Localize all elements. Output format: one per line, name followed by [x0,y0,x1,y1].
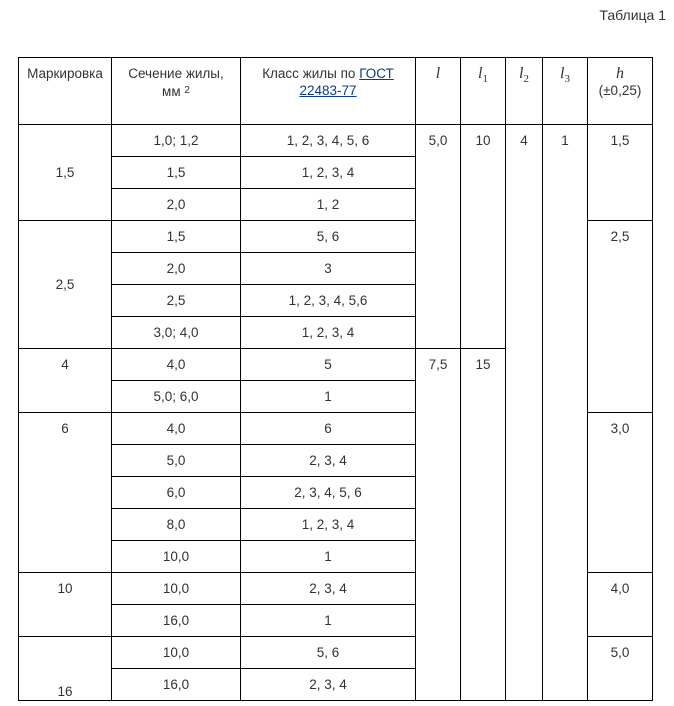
class-cell: 1, 2, 3, 4 [241,157,416,189]
l1-cell: 15 [461,349,506,701]
class-cell: 1, 2, 3, 4 [241,317,416,349]
section-cell: 10,0 [112,637,241,669]
section-cell: 10,0 [112,541,241,573]
dimensions-table [18,57,653,701]
class-cell: 5, 6 [241,637,416,669]
header-l1-sub: 1 [482,73,488,86]
section-cell: 1,5 [112,221,241,253]
h-cell: 2,5 [588,221,653,413]
class-cell: 5, 6 [241,221,416,253]
table-row [19,125,653,157]
marking-cell: 6 [19,413,112,573]
section-cell: 2,0 [112,189,241,221]
table-caption: Таблица 1 [599,7,666,23]
header-l1-symbol: l [478,65,483,82]
section-cell: 3,0; 4,0 [112,317,241,349]
l-cell: 7,5 [416,349,461,701]
gost-link[interactable]: ГОСТ 22483-77 [299,66,394,98]
class-cell: 2, 3, 4, 5, 6 [241,477,416,509]
h-cell: 4,0 [588,573,653,637]
section-cell: 6,0 [112,477,241,509]
header-class [241,58,416,125]
class-cell: 1, 2, 3, 4, 5, 6 [241,125,416,157]
section-cell: 5,0; 6,0 [112,381,241,413]
class-cell: 2, 3, 4 [241,445,416,477]
header-l2-sub: 2 [523,73,529,86]
header-l [416,58,461,125]
section-cell: 2,0 [112,253,241,285]
section-cell: 4,0 [112,413,241,445]
class-cell: 1 [241,381,416,413]
header-section-unit: мм [162,84,181,99]
class-cell: 1, 2, 3, 4 [241,509,416,541]
marking-cell: 2,5 [19,221,112,349]
section-cell: 10,0 [112,573,241,605]
section-cell: 5,0 [112,445,241,477]
header-section-sup: 2 [184,85,190,96]
marking-cell: 16 [19,637,112,701]
header-h-symbol: h [616,65,624,82]
header-l2 [506,58,543,125]
class-cell: 6 [241,413,416,445]
class-cell: 5 [241,349,416,381]
header-l-symbol: l [435,65,441,82]
l2-cell: 4 [506,125,543,701]
class-cell: 1, 2 [241,189,416,221]
header-section-label: Сечение жилы, [128,66,224,81]
l-cell: 5,0 [416,125,461,349]
l3-cell: 1 [543,125,588,701]
header-l2-symbol: l [519,65,524,82]
h-cell: 5,0 [588,637,653,701]
header-l1 [461,58,506,125]
header-h-tolerance: (±0,25) [598,83,642,98]
header-h [588,58,653,125]
header-l3 [543,58,588,125]
class-cell: 2, 3, 4 [241,573,416,605]
class-cell: 1 [241,605,416,637]
h-cell: 1,5 [588,125,653,221]
header-row [19,58,653,125]
class-cell: 2, 3, 4 [241,669,416,701]
header-l3-sub: 3 [564,73,570,86]
l1-cell: 10 [461,125,506,349]
marking-cell: 10 [19,573,112,637]
class-cell: 1 [241,541,416,573]
class-cell: 3 [241,253,416,285]
header-class-prefix: Класс жилы по [262,66,356,81]
h-cell: 3,0 [588,413,653,573]
header-marking: Маркировка [19,58,112,125]
class-cell: 1, 2, 3, 4, 5,6 [241,285,416,317]
header-section [112,58,241,125]
section-cell: 16,0 [112,605,241,637]
section-cell: 16,0 [112,669,241,701]
section-cell: 4,0 [112,349,241,381]
marking-cell: 1,5 [19,125,112,221]
section-cell: 2,5 [112,285,241,317]
section-cell: 1,0; 1,2 [112,125,241,157]
header-l3-symbol: l [560,65,565,82]
section-cell: 1,5 [112,157,241,189]
marking-cell: 4 [19,349,112,413]
section-cell: 8,0 [112,509,241,541]
